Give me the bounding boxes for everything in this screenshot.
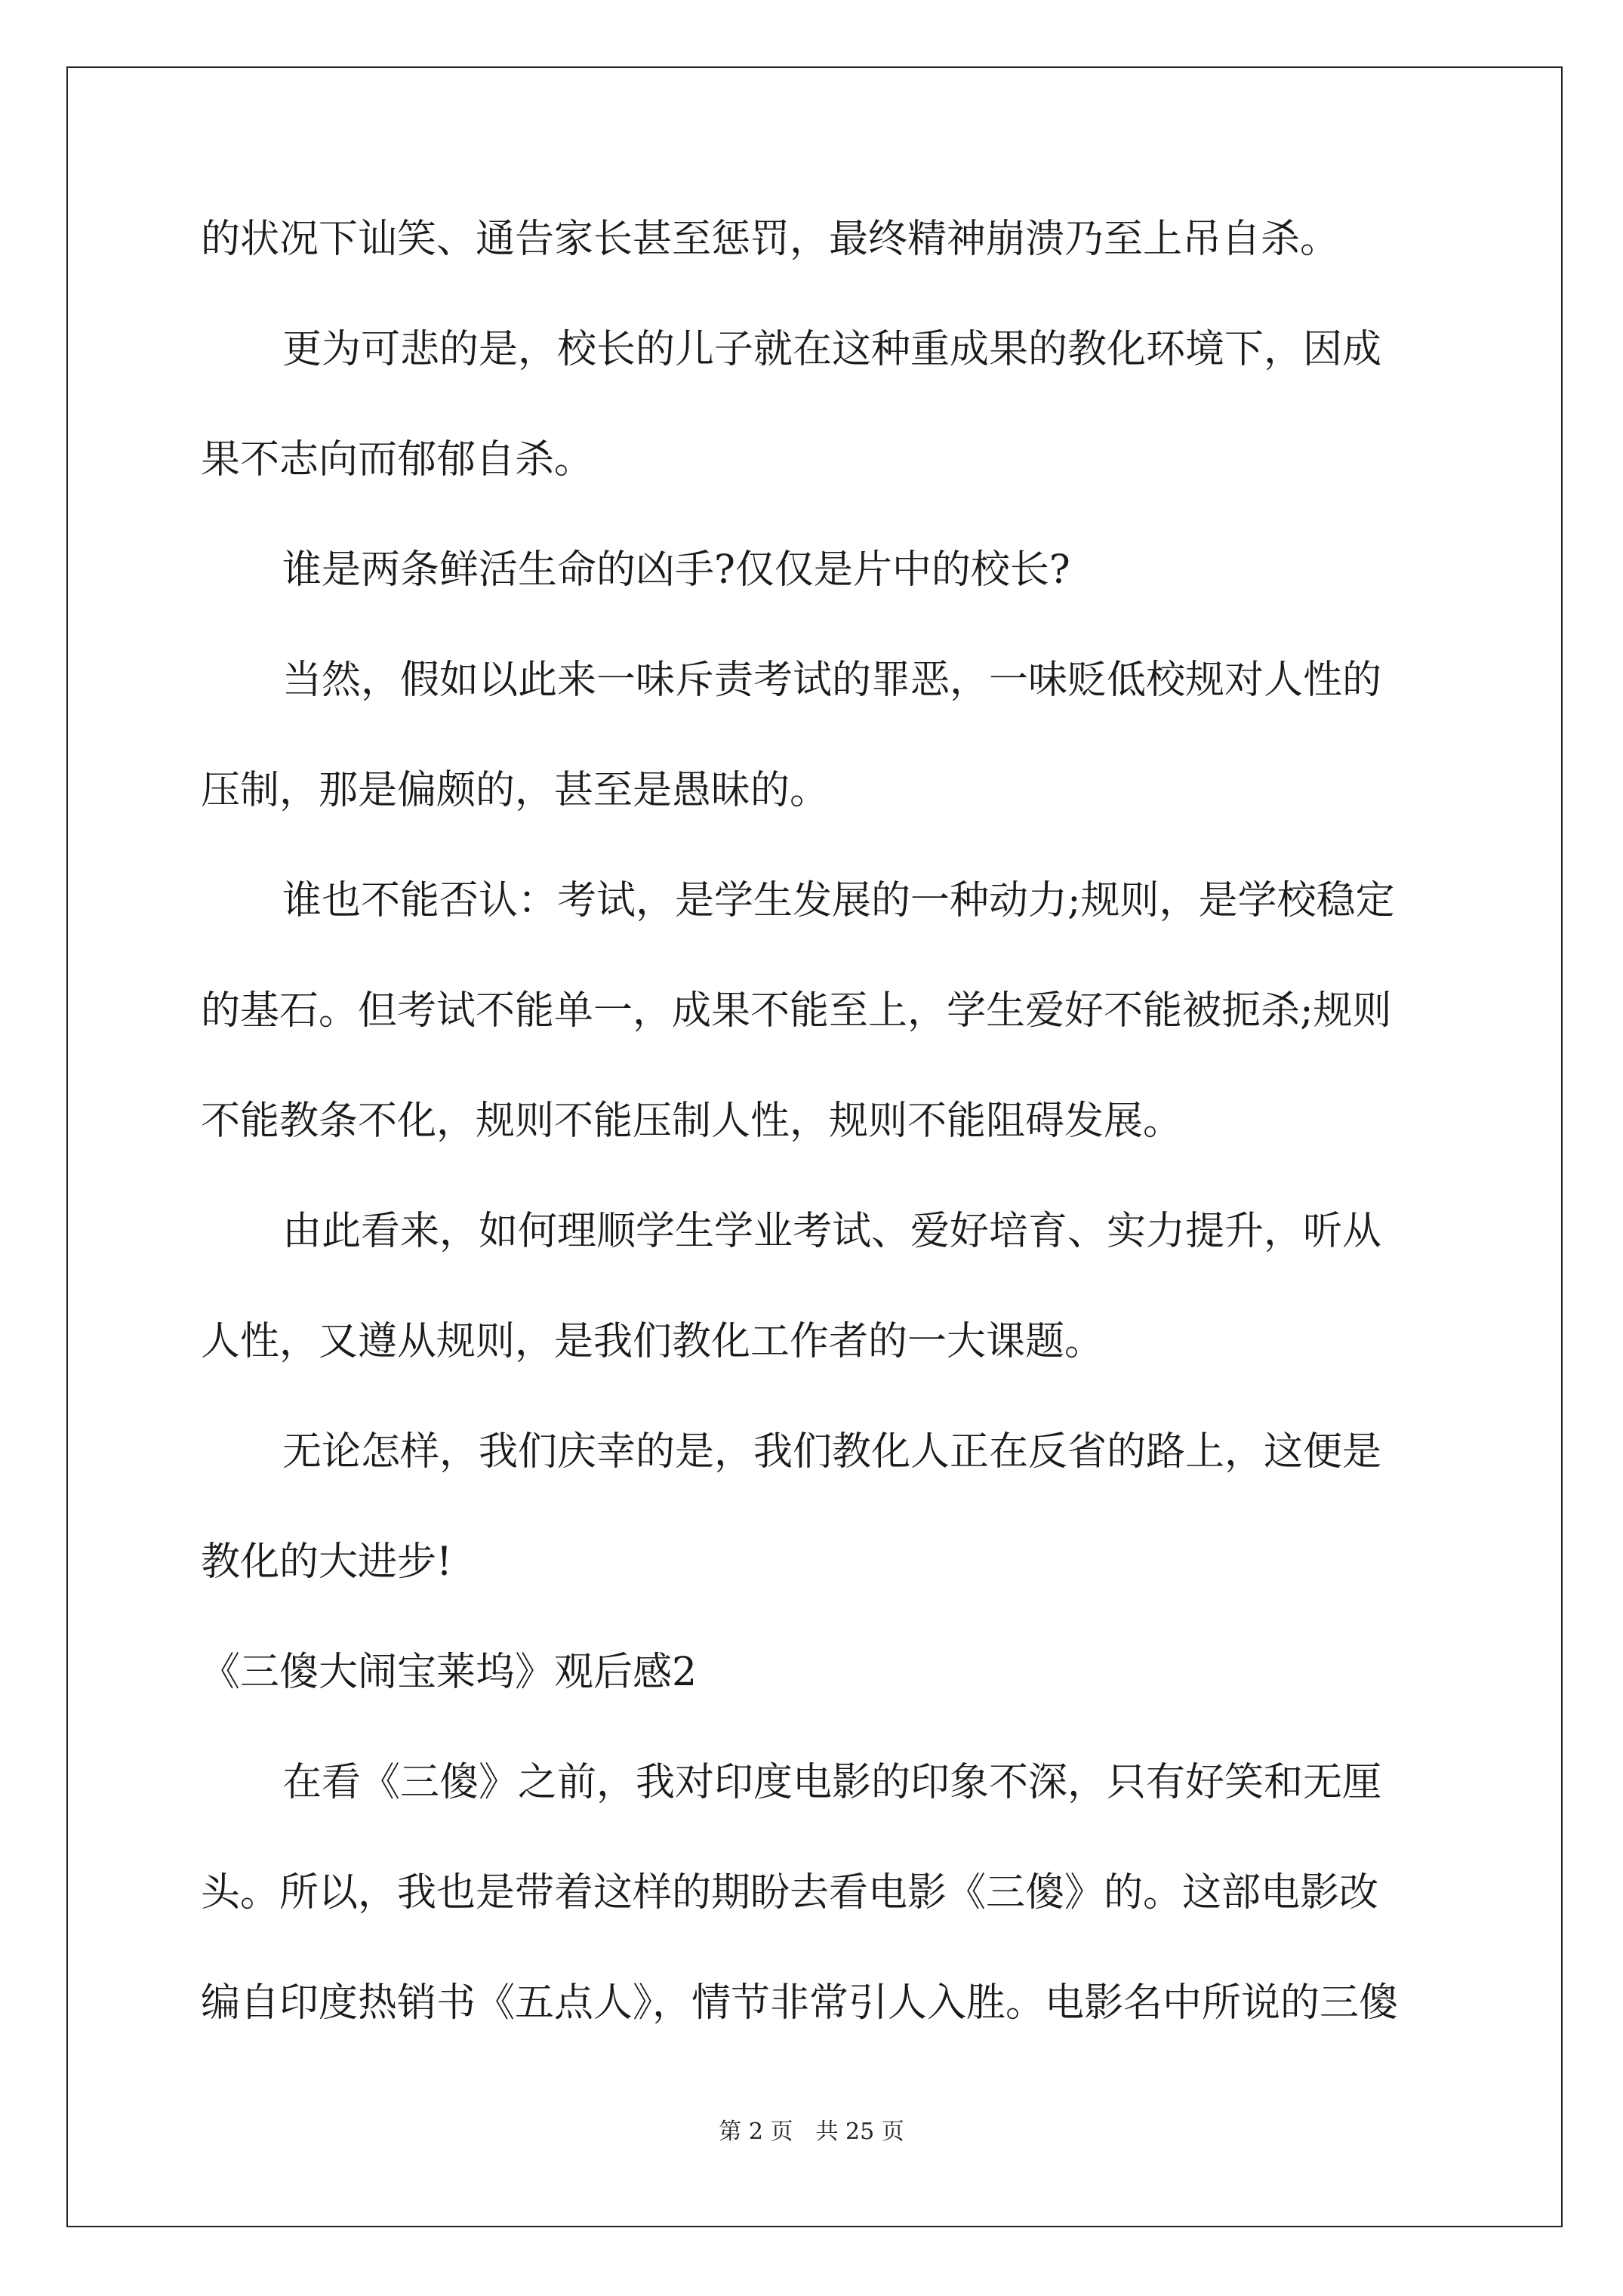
text-line: 人性，又遵从规则，是我们教化工作者的一大课题。 (201, 1319, 1104, 1364)
text-line: 果不志向而郁郁自杀。 (201, 437, 594, 482)
text-line: 压制，那是偏颇的，甚至是愚昧的。 (201, 768, 830, 813)
section-heading: 《三傻大闹宝莱坞》观后感2 (201, 1650, 698, 1695)
text-line: 的基石。但考试不能单一，成果不能至上，学生爱好不能被扼杀;规则 (201, 988, 1392, 1034)
text-line: 头。所以，我也是带着这样的期盼去看电影《三傻》的。这部电影改 (201, 1870, 1379, 1915)
page-number-footer: 第 2 页 共 25 页 (719, 2119, 904, 2145)
paragraph-start: 当然，假如以此来一味斥责考试的罪恶，一味贬低校规对人性的 (282, 658, 1382, 703)
paragraph-start: 由此看来，如何理顺学生学业考试、爱好培育、实力提升，听从 (282, 1209, 1382, 1254)
paragraph-start: 在看《三傻》之前，我对印度电影的印象不深，只有好笑和无厘 (282, 1760, 1382, 1805)
text-line: 不能教条不化，规则不能压制人性，规则不能阻碍发展。 (201, 1099, 1183, 1144)
paragraph-start: 谁是两条鲜活生命的凶手?仅仅是片中的校长? (282, 547, 1070, 593)
paragraph-start: 谁也不能否认：考试，是学生发展的一种动力;规则，是学校稳定 (282, 878, 1395, 923)
paragraph-start: 无论怎样，我们庆幸的是，我们教化人正在反省的路上，这便是 (282, 1429, 1382, 1475)
text-line: 的状况下讪笑、通告家长甚至惩罚，最终精神崩溃乃至上吊自杀。 (201, 217, 1340, 262)
text-line: 教化的大进步! (201, 1539, 452, 1585)
text-line: 编自印度热销书《五点人》，情节非常引人入胜。电影名中所说的三傻 (201, 1980, 1399, 2026)
paragraph-start: 更为可悲的是，校长的儿子就在这种重成果的教化环境下，因成 (282, 327, 1382, 372)
